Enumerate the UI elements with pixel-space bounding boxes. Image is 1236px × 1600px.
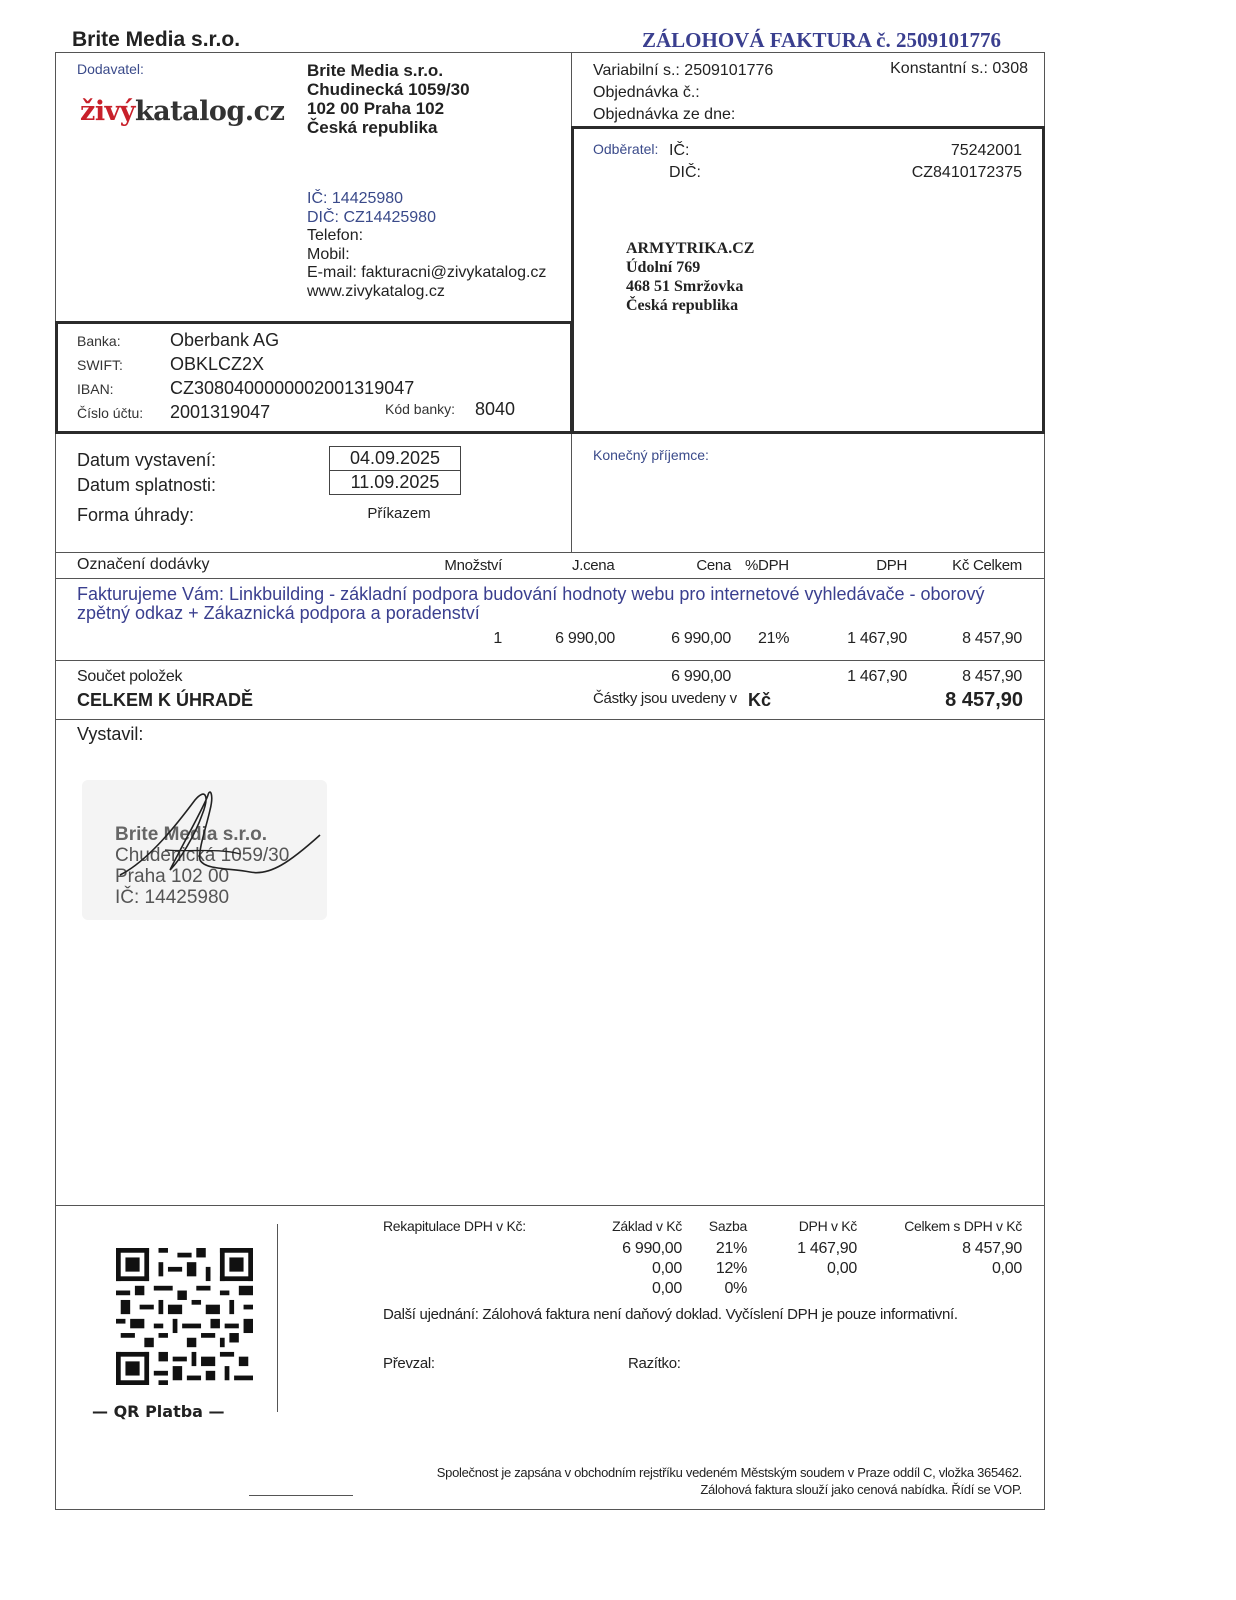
recap-total-row2: 0,00 — [992, 1260, 1022, 1277]
items-header-line — [55, 578, 1045, 579]
recap-col-base: Základ v Kč — [612, 1218, 682, 1234]
customer-street: Údolní 769 — [626, 259, 701, 276]
supplier-city: 102 00 Praha 102 — [307, 99, 445, 118]
order-date: Objednávka ze dne: — [593, 106, 736, 123]
col-unit-price: J.cena — [572, 557, 615, 574]
item-description — [77, 585, 985, 623]
bank-labels — [77, 329, 143, 425]
qr-label: — QR Platba — — [92, 1402, 225, 1421]
due-date-label: Datum splatnosti: — [77, 475, 217, 495]
recap-rate-row3: 0% — [724, 1280, 747, 1297]
col-vat: DPH — [876, 557, 907, 574]
iban-label: IBAN: — [77, 381, 114, 397]
customer-address — [626, 239, 754, 315]
supplier-email: E-mail: fakturacni@zivykatalog.cz — [307, 264, 547, 281]
recap-total-row1: 8 457,90 — [962, 1240, 1022, 1257]
zivykatalog-logo: živýkatalog.cz — [80, 96, 285, 127]
item-vat: 1 467,90 — [847, 630, 907, 647]
col-qty: Množství — [444, 557, 502, 574]
summary-line — [55, 660, 1045, 661]
col-total: Kč Celkem — [952, 557, 1022, 574]
recap-top-line — [55, 1205, 1045, 1206]
qr-label-text: QR Platba — [113, 1402, 203, 1421]
customer-name: ARMYTRIKA.CZ — [626, 240, 755, 257]
item-total: 8 457,90 — [962, 630, 1022, 647]
item-desc-line1: Fakturujeme Vám: Linkbuilding - základní podpora budování hodnoty webu pro internetové vyhledávače - oborový — [77, 584, 985, 604]
recap-vat-row2: 0,00 — [827, 1260, 857, 1277]
order-number: Objednávka č.: — [593, 84, 700, 101]
item-qty: 1 — [493, 630, 502, 647]
stamp-label: Razítko: — [628, 1355, 681, 1372]
swift-value: OBKLCZ2X — [170, 354, 265, 374]
recap-base-values — [580, 1239, 682, 1299]
recap-note: Další ujednání: Zálohová faktura není daňový doklad. Vyčíslení DPH je pouze informativní. — [383, 1306, 958, 1323]
item-desc-line2: zpětný odkaz + Zákaznická podpora a poradenství — [77, 603, 480, 623]
issue-date-label: Datum vystavení: — [77, 450, 217, 470]
customer-country: Česká republika — [626, 297, 739, 314]
recap-vat-values — [770, 1239, 857, 1279]
header-company: Brite Media s.r.o. — [72, 28, 241, 51]
supplier-phone: Telefon: — [307, 227, 364, 244]
currency: Kč — [748, 690, 772, 710]
recap-rate-row1: 21% — [715, 1240, 747, 1257]
supplier-country: Česká republika — [307, 118, 438, 137]
customer-id-values — [820, 140, 1022, 184]
supplier-address — [307, 61, 470, 137]
references — [593, 60, 773, 126]
received-label: Převzal: — [383, 1355, 435, 1372]
currency-note: Částky jsou uvedeny v — [593, 690, 737, 707]
footer-line1: Společnost je zapsána v obchodním rejstříku vedeném Městským soudem v Praze oddíl C, vložka 365462. — [436, 1465, 1022, 1480]
due-total-label: CELKEM K ÚHRADĚ — [77, 690, 254, 710]
recap-col-rate: Sazba — [708, 1218, 747, 1234]
col-designation: Označení dodávky — [77, 556, 210, 573]
stamp-line2: Chudenická 1059/30 — [115, 845, 290, 866]
supplier-street: Chudinecká 1059/30 — [307, 80, 470, 99]
sum-label: Součet položek — [77, 668, 183, 685]
customer-ic-value: 75242001 — [950, 142, 1022, 159]
qr-code-icon — [116, 1248, 253, 1385]
recap-vat-row1: 1 467,90 — [797, 1240, 857, 1257]
stamp-line3: Praha 102 00 — [115, 866, 230, 887]
recap-col-vat: DPH v Kč — [798, 1218, 857, 1234]
invoice-title: ZÁLOHOVÁ FAKTURA č. 2509101776 — [642, 28, 1001, 52]
bank-code-label: Kód banky: — [385, 401, 456, 417]
bank-label: Banka: — [77, 333, 121, 349]
bank-code-value: 8040 — [475, 399, 516, 419]
constant-symbol: Konstantní s.: 0308 — [890, 60, 1028, 77]
supplier-dic: DIČ: CZ14425980 — [307, 208, 436, 226]
issue-date-value: 04.09.2025 — [329, 446, 461, 471]
recap-total-values — [870, 1239, 1022, 1279]
customer-dic-value: CZ8410172375 — [911, 164, 1022, 181]
customer-dic-label: DIČ: — [669, 164, 701, 181]
supplier-mobile: Mobil: — [307, 245, 350, 263]
recap-base-row1: 6 990,00 — [622, 1240, 682, 1257]
issuer-label: Vystavil: — [77, 724, 144, 744]
footer-text — [360, 1464, 1022, 1498]
recap-col-total: Celkem s DPH v Kč — [904, 1218, 1022, 1234]
sum-vat: 1 467,90 — [847, 668, 907, 685]
bank-values — [170, 328, 414, 424]
payment-method-value: Příkazem — [367, 505, 431, 522]
date-labels — [77, 448, 216, 528]
recap-base-row2: 0,00 — [652, 1260, 682, 1277]
supplier-ic: IČ: 14425980 — [307, 190, 404, 207]
footer-short-line — [249, 1495, 353, 1496]
item-vat-pct: 21% — [758, 630, 790, 647]
supplier-contacts — [307, 190, 546, 301]
stamp-line1: Brite Media s.r.o. — [115, 824, 268, 845]
supplier-web: www.zivykatalog.cz — [307, 282, 445, 300]
recap-title: Rekapitulace DPH v Kč: — [383, 1218, 526, 1234]
stamp-line4: IČ: 14425980 — [115, 887, 230, 908]
footer-line2: Zálohová faktura slouží jako cenová nabídka. Řídí se VOP. — [700, 1482, 1022, 1497]
due-total-value: 8 457,90 — [945, 689, 1023, 711]
final-recipient-label: Konečný příjemce: — [593, 447, 709, 463]
col-price: Cena — [696, 557, 731, 574]
payment-method-label: Forma úhrady: — [77, 505, 195, 525]
bank-value: Oberbank AG — [170, 330, 280, 350]
recap-base-row3: 0,00 — [652, 1280, 682, 1297]
customer-id-labels — [669, 140, 701, 184]
account-value: 2001319047 — [170, 402, 271, 422]
sum-total: 8 457,90 — [962, 668, 1022, 685]
sum-price: 6 990,00 — [671, 668, 731, 685]
summary-bottom-line — [55, 719, 1045, 720]
customer-label: Odběratel: — [593, 141, 659, 157]
supplier-label: Dodavatel: — [77, 61, 144, 77]
variable-symbol: Variabilní s.: 2509101776 — [593, 62, 774, 79]
due-date-value: 11.09.2025 — [329, 470, 461, 495]
items-top-line — [55, 552, 1045, 553]
recap-rate-values — [690, 1239, 747, 1299]
signature-graphic — [110, 780, 340, 900]
account-label: Číslo účtu: — [77, 405, 144, 421]
customer-ic-label: IČ: — [669, 142, 690, 159]
recap-rate-row2: 12% — [715, 1260, 747, 1277]
item-unit-price: 6 990,00 — [555, 630, 615, 647]
swift-label: SWIFT: — [77, 357, 123, 373]
iban-value: CZ3080400000002001319047 — [170, 378, 415, 398]
supplier-name: Brite Media s.r.o. — [307, 61, 444, 80]
customer-city: 468 51 Smržovka — [626, 278, 744, 295]
item-price: 6 990,00 — [671, 630, 731, 647]
col-vat-pct: %DPH — [745, 557, 789, 574]
qr-divider — [277, 1224, 278, 1412]
